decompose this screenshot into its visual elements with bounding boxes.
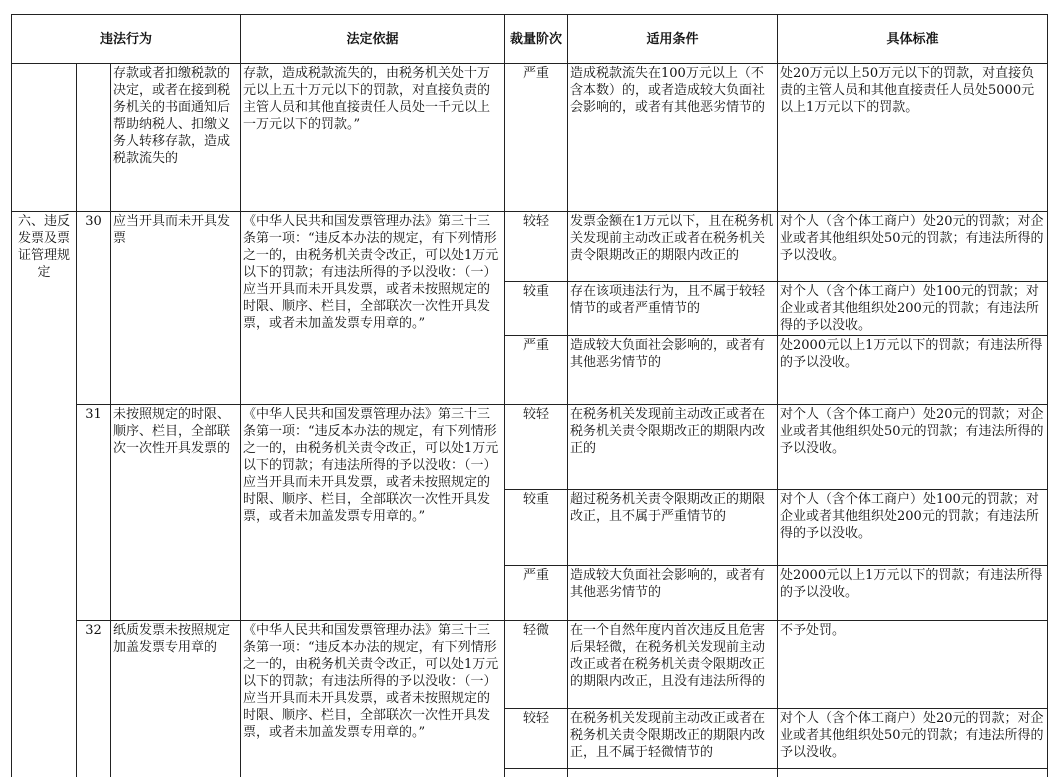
- category-cell-prev: [12, 64, 77, 212]
- standard-cell: 处2000元以上1万元以下的罚款；有违法所得的予以没收。: [778, 336, 1048, 405]
- header-act: 违法行为: [12, 15, 241, 64]
- number-cell-prev: [77, 64, 111, 212]
- standard-cell: 处20万元以上50万元以下的罚款，对直接负责的主管人员和其他直接责任人员处5000元以上1万元以下的罚款。: [778, 64, 1048, 212]
- level-cell: 较重: [505, 490, 568, 566]
- level-cell: 较重: [505, 282, 568, 336]
- condition-cell: 造成较大负面社会影响的，或者有其他恶劣情节的: [568, 566, 778, 621]
- condition-cell: 超过税务机关责令限期改正的期限改正，且不属于严重情节的: [568, 490, 778, 566]
- table-header-row: [12, 15, 1048, 64]
- table-row: [12, 405, 1048, 490]
- condition-cell: 在一个自然年度内首次违反且危害后果轻微，在税务机关发现前主动改正或者在税务机关责令限期改正的期限内改正，且没有违法所得的: [568, 621, 778, 709]
- level-cell: 较轻: [505, 709, 568, 769]
- level-cell: 严重: [505, 336, 568, 405]
- table-row-continued: [12, 64, 1048, 212]
- act-cell: 纸质发票未按照规定加盖发票专用章的: [111, 621, 241, 777]
- level-cell: 较轻: [505, 212, 568, 282]
- penalty-standards-table: [11, 14, 1048, 777]
- basis-cell: 《中华人民共和国发票管理办法》第三十三条第一项：“违反本办法的规定，有下列情形之一的，由税务机关责令改正，可以处1万元以下的罚款；有违法所得的予以没收：（一）应当开具而未开具发票，或者未按照规定的时限、顺序、栏目，全部联次一次性开具发票，或者未加盖发票专用章的。”: [241, 212, 505, 405]
- level-cell: 严重: [505, 566, 568, 621]
- condition-cell: 在税务机关发现前主动改正或者在税务机关责令限期改正的期限内改正的: [568, 405, 778, 490]
- act-cell: 存款或者扣缴税款的决定，或者在接到税务机关的书面通知后帮助纳税人、扣缴义务人转移存款，造成税款流失的: [111, 64, 241, 212]
- level-cell: 严重: [505, 64, 568, 212]
- header-standard: 具体标准: [778, 15, 1048, 64]
- standard-cell: 不予处罚。: [778, 621, 1048, 709]
- standard-cell-empty: [778, 769, 1048, 777]
- standard-cell: 对个人（含个体工商户）处100元的罚款；对企业或者其他组织处200元的罚款；有违法所得的予以没收。: [778, 282, 1048, 336]
- level-cell: 轻微: [505, 621, 568, 709]
- condition-cell: 发票金额在1万元以下，且在税务机关发现前主动改正或者在税务机关责令限期改正的期限内改正的: [568, 212, 778, 282]
- standard-cell: 对个人（含个体工商户）处100元的罚款；对企业或者其他组织处200元的罚款；有违法所得的予以没收。: [778, 490, 1048, 566]
- category-cell: 六、违反发票及票证管理规定: [12, 212, 77, 777]
- condition-cell: 存在该项违法行为，且不属于较轻情节的或者严重情节的: [568, 282, 778, 336]
- condition-cell: 造成税款流失在100万元以上（不含本数）的，或者造成较大负面社会影响的，或者有其他恶劣情节的: [568, 64, 778, 212]
- basis-cell: 《中华人民共和国发票管理办法》第三十三条第一项：“违反本办法的规定，有下列情形之一的，由税务机关责令改正，可以处1万元以下的罚款；有违法所得的予以没收：（一）应当开具而未开具发票，或者未按照规定的时限、顺序、栏目，全部联次一次性开具发票，或者未加盖发票专用章的。”: [241, 405, 505, 621]
- header-level: 裁量阶次: [505, 15, 568, 64]
- table-row: [12, 621, 1048, 709]
- standard-cell: 处2000元以上1万元以下的罚款；有违法所得的予以没收。: [778, 566, 1048, 621]
- table-row: [12, 212, 1048, 282]
- condition-cell: 造成较大负面社会影响的，或者有其他恶劣情节的: [568, 336, 778, 405]
- item-number: 30: [77, 212, 111, 405]
- level-cell: 较轻: [505, 405, 568, 490]
- act-cell: 应当开具而未开具发票: [111, 212, 241, 405]
- header-basis: 法定依据: [241, 15, 505, 64]
- condition-cell-empty: [568, 769, 778, 777]
- basis-cell: 《中华人民共和国发票管理办法》第三十三条第一项：“违反本办法的规定，有下列情形之一的，由税务机关责令改正，可以处1万元以下的罚款；有违法所得的予以没收：（一）应当开具而未开具发票，或者未按照规定的时限、顺序、栏目，全部联次一次性开具发票，或者未加盖发票专用章的。”: [241, 621, 505, 777]
- level-cell-empty: [505, 769, 568, 777]
- item-number: 32: [77, 621, 111, 777]
- basis-cell: 存款，造成税款流失的，由税务机关处十万元以上五十万元以下的罚款，对直接负责的主管人员和其他直接责任人员处一千元以上一万元以下的罚款。”: [241, 64, 505, 212]
- standard-cell: 对个人（含个体工商户）处20元的罚款；对企业或者其他组织处50元的罚款；有违法所得的予以没收。: [778, 709, 1048, 769]
- item-number: 31: [77, 405, 111, 621]
- condition-cell: 在税务机关发现前主动改正或者在税务机关责令限期改正的期限内改正，且不属于轻微情节的: [568, 709, 778, 769]
- header-condition: 适用条件: [568, 15, 778, 64]
- standard-cell: 对个人（含个体工商户）处20元的罚款；对企业或者其他组织处50元的罚款；有违法所得的予以没收。: [778, 405, 1048, 490]
- standard-cell: 对个人（含个体工商户）处20元的罚款；对企业或者其他组织处50元的罚款；有违法所得的予以没收。: [778, 212, 1048, 282]
- act-cell: 未按照规定的时限、顺序、栏目，全部联次一次性开具发票的: [111, 405, 241, 621]
